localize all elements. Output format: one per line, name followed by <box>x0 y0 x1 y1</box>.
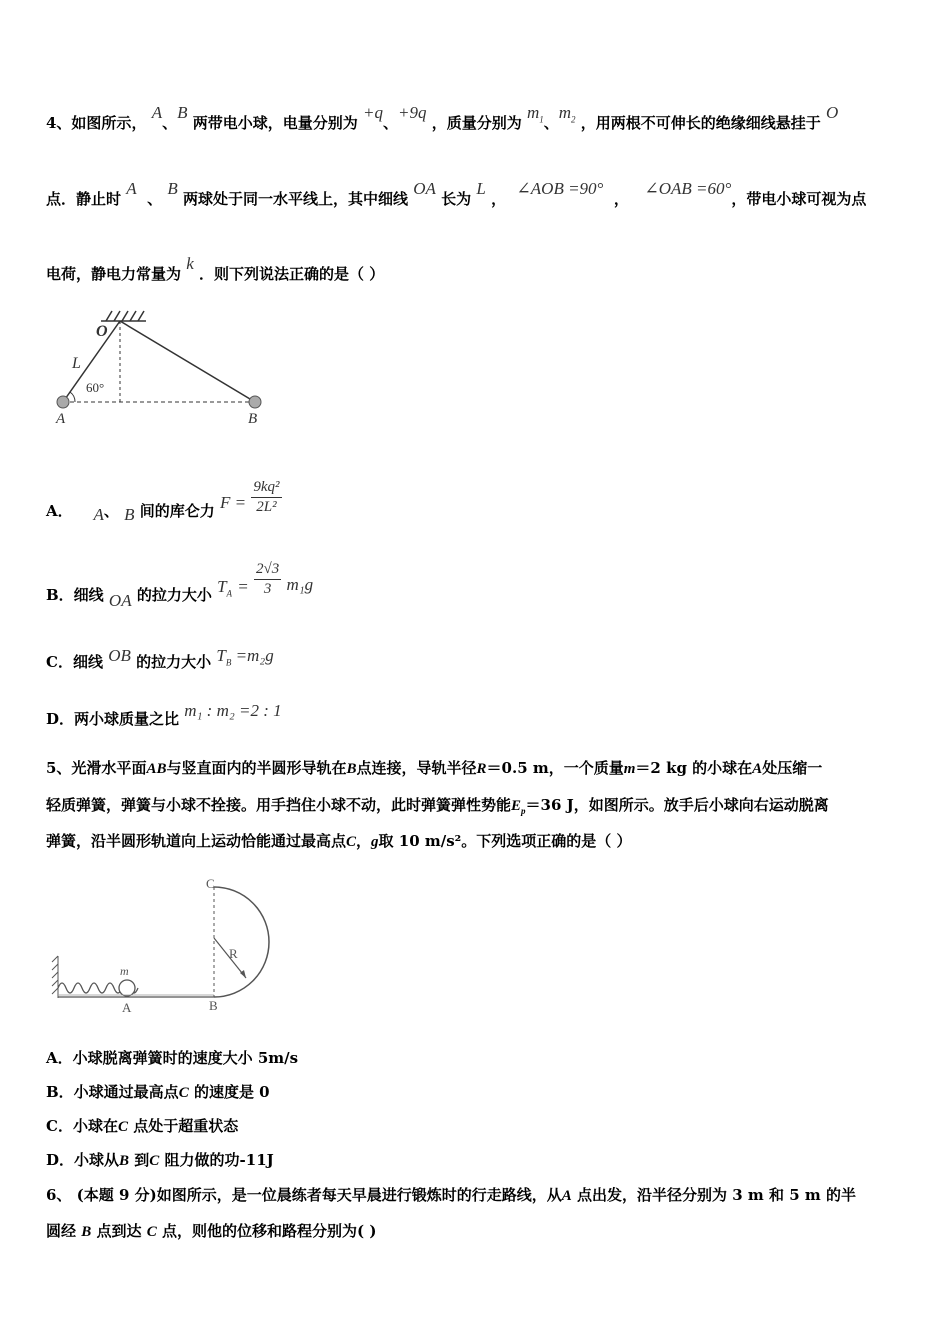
q6-line-2 <box>46 1220 376 1241</box>
q5-text: 点连接，导轨半径 <box>356 759 477 777</box>
math-A: A <box>151 103 163 122</box>
q6-line-1 <box>46 1184 856 1205</box>
math-A: A <box>126 179 137 198</box>
math-m1g: m₁g <box>286 574 314 594</box>
var-C: C <box>178 1085 189 1101</box>
q4-text: 两带电小球，电量分别为 <box>192 114 358 132</box>
option-label: A． <box>46 501 73 520</box>
q5-text: 5、光滑水平面 <box>46 759 147 777</box>
q6-text: 点，则他的位移和路程分别为( ) <box>162 1222 377 1240</box>
math-TB: $T_B =m_2g$ <box>216 646 274 668</box>
semicircle-track <box>214 887 269 997</box>
math-OA: OA <box>108 590 132 610</box>
option-text: 到 <box>134 1151 150 1169</box>
math-B: B <box>124 504 135 524</box>
var-B: B <box>119 1153 130 1169</box>
q5-text: ， <box>356 832 372 850</box>
math-OA: OA <box>413 179 436 198</box>
q5-text: ＝0.5 m，一个质量 <box>486 759 624 777</box>
option-label: D．两小球质量之比 <box>46 710 180 728</box>
q4-text: 点．静止时 <box>46 190 122 208</box>
q5-option-B <box>46 1081 270 1102</box>
math-q2: +9q <box>397 103 427 122</box>
fig-label-C: C <box>206 876 215 891</box>
q5-text: 弹簧，沿半圆形轨道向上运动恰能通过最高点 <box>46 832 347 850</box>
q4-text: 4、如图所示， <box>46 114 147 132</box>
angle-arc <box>70 392 75 402</box>
q4-option-A <box>46 478 282 524</box>
fig-label-angle: 60° <box>86 380 105 395</box>
q4-option-D <box>46 700 282 728</box>
option-text: 间的库仑力 <box>139 501 215 520</box>
ball-A <box>57 396 69 408</box>
fig-label-O: O <box>96 323 108 340</box>
q4-text: ，用两根不可伸长的绝缘细线悬挂于 <box>580 114 821 132</box>
var-B: B <box>346 761 357 777</box>
var-g: g <box>371 834 379 850</box>
var-A: A <box>561 1188 572 1204</box>
q5-text: 轻质弹簧，弹簧与小球不拴接。用手挡住小球不动，此时弹簧弹性势能 <box>46 796 512 814</box>
fig-label-A: A <box>56 411 66 426</box>
math-OB: OB <box>108 646 131 665</box>
sep: 、 <box>382 114 398 132</box>
sep: 、 <box>147 190 163 208</box>
q5-text: 与竖直面内的半圆形导轨在 <box>166 759 347 777</box>
option-text: 的拉力大小 <box>136 585 212 604</box>
option-text: 的拉力大小 <box>136 653 212 671</box>
var-C: C <box>346 834 357 850</box>
comma: ， <box>613 190 629 208</box>
var-B: B <box>81 1224 92 1240</box>
var-C: C <box>117 1119 128 1135</box>
option-label: C．细线 <box>46 653 103 671</box>
option-text: 阻力做的功-11J <box>164 1151 274 1169</box>
var-R: R <box>476 761 487 777</box>
q4-line-2 <box>46 179 867 209</box>
q5-text: 取 10 m/s²。下列选项正确的是（ ） <box>378 832 632 850</box>
math-k: k <box>186 254 194 273</box>
q4-option-C <box>46 645 274 671</box>
math-mass-ratio: m₁ : m₂ =2 : 1 <box>184 701 282 720</box>
q5-text: 处压缩一 <box>762 759 823 777</box>
q4-text: ，带电小球可视为点 <box>731 190 867 208</box>
math-B: B <box>177 103 188 122</box>
q6-text: 点出发，沿半径分别为 3 m 和 5 m 的半 <box>577 1186 856 1204</box>
wall <box>52 956 58 998</box>
math-m2: $m_2$ <box>558 103 576 125</box>
q5-line-2 <box>46 794 829 816</box>
option-text: 点处于超重状态 <box>133 1117 239 1135</box>
q5-text: ＝2 kg 的小球在 <box>635 759 753 777</box>
q5-option-A <box>46 1047 298 1068</box>
q4-text: 电荷，静电力常量为 <box>46 265 182 283</box>
fig-label-R: R <box>229 946 238 961</box>
var-C: C <box>146 1224 157 1240</box>
q4-text: ，质量分别为 <box>431 114 522 132</box>
sep: 、 <box>103 501 119 520</box>
q4-text: 两球处于同一水平线上，其中细线 <box>182 190 408 208</box>
fig-label-A: A <box>122 1000 132 1015</box>
fig-label-m: m <box>120 964 129 978</box>
q4-line-3 <box>46 254 385 284</box>
q5-option-C <box>46 1115 238 1136</box>
q4-option-B <box>46 560 314 610</box>
q5-line-1 <box>46 757 822 778</box>
q4-text: 长为 <box>441 190 472 208</box>
math-eq: = <box>237 576 249 596</box>
q4-line-1 <box>46 103 839 134</box>
q6-text: 点到达 <box>96 1222 142 1240</box>
sep: 、 <box>543 114 559 132</box>
q4-figure <box>46 306 286 426</box>
q5-figure <box>50 876 290 1016</box>
option-text: D．小球从 <box>46 1151 120 1169</box>
math-F: F = <box>220 492 247 512</box>
math-A: A <box>93 504 104 524</box>
ball <box>119 980 135 996</box>
var-A: A <box>752 761 763 777</box>
q4-text: ．则下列说法正确的是（ ） <box>199 265 385 283</box>
option-text: 的速度是 0 <box>193 1083 270 1101</box>
option-label: B．细线 <box>46 585 104 604</box>
q6-text: 圆经 <box>46 1222 77 1240</box>
fig-label-B: B <box>209 998 218 1013</box>
fraction-2sqrt3-3: $\frac{2√3}{3}$ <box>256 561 280 597</box>
option-text: C．小球在 <box>46 1117 118 1135</box>
fig-label-B: B <box>248 411 258 426</box>
comma: ， <box>491 190 507 208</box>
math-TA: $T_A$ <box>217 576 233 598</box>
q6-text: 6、 (本题 9 分)如图所示，是一位晨练者每天早晨进行锻炼时的行走路线，从 <box>46 1186 562 1204</box>
option-text: B．小球通过最高点 <box>46 1083 179 1101</box>
math-O: O <box>826 103 839 122</box>
math-m1: $m_1$ <box>526 103 544 125</box>
var-Ep: $E_p$ <box>511 798 526 816</box>
math-angle-AOB: ∠AOB =90° <box>516 179 604 198</box>
var-AB: AB <box>146 761 167 777</box>
ball-B <box>249 396 261 408</box>
math-angle-OAB: ∠OAB =60° <box>644 179 732 198</box>
ceiling <box>101 311 146 321</box>
q5-option-D <box>46 1149 274 1170</box>
q5-line-3 <box>46 830 631 851</box>
math-B: B <box>167 179 178 198</box>
fraction-9kq2-2L2: $\frac{\text{9kq²}}{\text{2L²}}$ <box>253 479 280 515</box>
q5-text: ＝36 J，如图所示。放手后小球向右运动脱离 <box>525 796 829 814</box>
var-C: C <box>149 1153 160 1169</box>
var-m: m <box>623 761 636 777</box>
option-text: A．小球脱离弹簧时的速度大小 5m/s <box>46 1049 299 1067</box>
math-q1: +q <box>362 103 383 122</box>
sep: 、 <box>162 114 178 132</box>
math-L: L <box>476 179 486 198</box>
string-OB <box>120 321 255 402</box>
fig-label-L: L <box>72 355 81 372</box>
